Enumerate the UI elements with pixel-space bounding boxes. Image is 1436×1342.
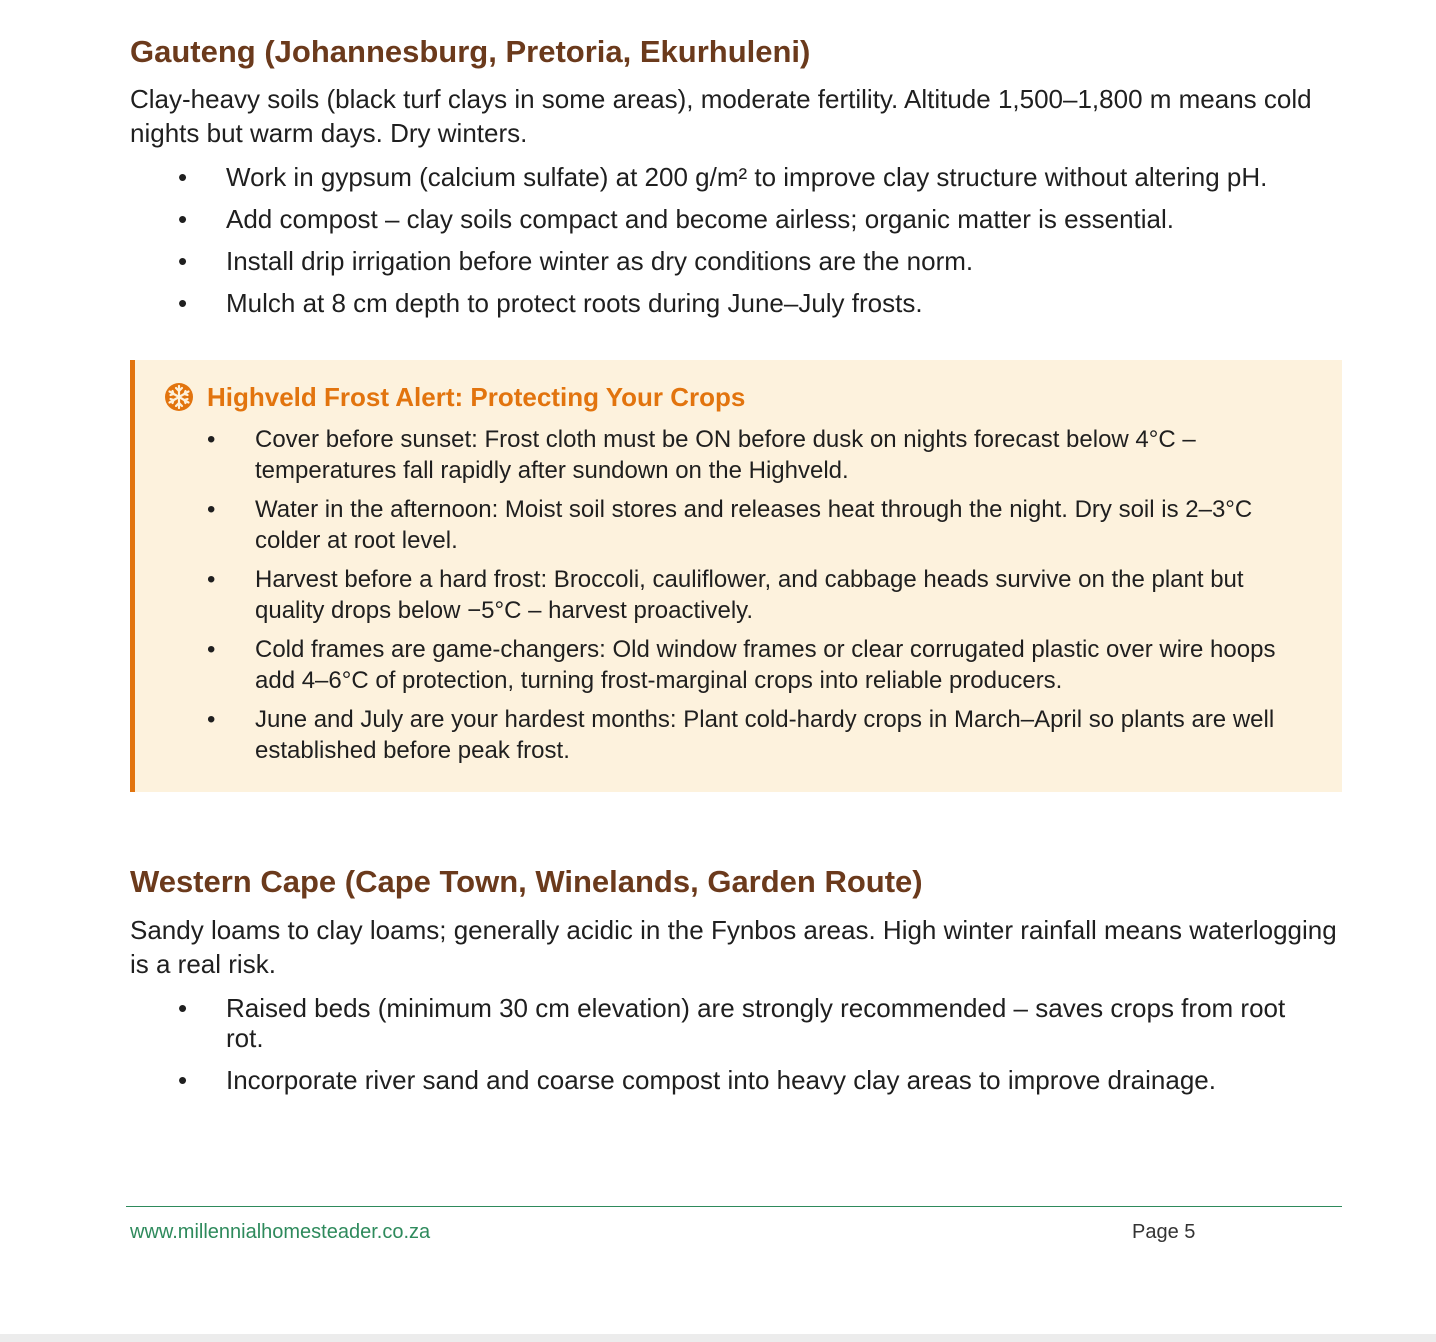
frost-alert-box	[130, 360, 1342, 792]
bullet-icon: •	[178, 1064, 188, 1095]
list-item	[163, 494, 1318, 556]
list-item-text: Cold frames are game-changers: Old window frames or clear corrugated plastic over wire hoops add 4–6°C of protection, turning frost-marginal crops into reliable producers.	[255, 636, 1276, 695]
bullet-icon: •	[207, 706, 216, 734]
list-item	[130, 993, 1342, 1053]
bullet-icon: •	[207, 496, 216, 524]
western-cape-section	[130, 862, 1342, 1094]
page-bottom-edge	[0, 1334, 1436, 1342]
gauteng-heading: Gauteng (Johannesburg, Pretoria, Ekurhuleni)	[130, 34, 811, 69]
list-item	[163, 564, 1318, 626]
list-item	[163, 704, 1318, 766]
list-item	[130, 288, 1342, 318]
list-item	[130, 204, 1342, 234]
list-item-text: Harvest before a hard frost: Broccoli, cauliflower, and cabbage heads survive on the plant but quality drops below −5°C – harvest proactively.	[255, 566, 1244, 625]
list-item	[130, 162, 1342, 192]
gauteng-intro: Clay-heavy soils (black turf clays in some areas), moderate fertility. Altitude 1,500–1,800 m means cold nights but warm days. Dry winters.	[130, 84, 1312, 149]
list-item	[130, 246, 1342, 276]
bullet-icon: •	[207, 636, 216, 664]
list-item-text: Water in the afternoon: Moist soil stores and releases heat through the night. Dry soil is 2–3°C colder at root level.	[255, 496, 1253, 555]
western-cape-bullet-list	[130, 993, 1342, 1095]
page-content	[130, 32, 1342, 1107]
gauteng-section	[130, 32, 1342, 318]
frost-alert-title-text: Highveld Frost Alert: Protecting Your Crops	[207, 382, 746, 413]
frost-alert-bullet-list	[163, 424, 1318, 766]
list-item-text: Mulch at 8 cm depth to protect roots during June–July frosts.	[226, 288, 923, 319]
list-item-text: June and July are your hardest months: Plant cold-hardy crops in March–April so plants are well established before peak frost.	[255, 706, 1275, 765]
footer-divider	[126, 1206, 1342, 1207]
bullet-icon: •	[207, 426, 216, 454]
list-item	[163, 634, 1318, 696]
list-item-text: Install drip irrigation before winter as dry conditions are the norm.	[226, 246, 974, 277]
list-item	[163, 424, 1318, 486]
list-item-text: Incorporate river sand and coarse compost into heavy clay areas to improve drainage.	[226, 1064, 1216, 1095]
list-item-text: Add compost – clay soils compact and become airless; organic matter is essential.	[226, 204, 1174, 235]
frost-alert-title	[163, 380, 1318, 414]
gauteng-bullet-list	[130, 162, 1342, 318]
snowflake-icon	[163, 381, 195, 413]
list-item-text: Raised beds (minimum 30 cm elevation) are strongly recommended – saves crops from root rot.	[226, 992, 1286, 1053]
bullet-icon: •	[207, 566, 216, 594]
bullet-icon: •	[178, 246, 188, 277]
page-number: Page 5	[1132, 1221, 1196, 1243]
western-cape-heading: Western Cape (Cape Town, Winelands, Garden Route)	[130, 864, 923, 900]
list-item	[130, 1065, 1342, 1095]
western-cape-intro: Sandy loams to clay loams; generally acidic in the Fynbos areas. High winter rainfall means waterlogging is a real risk.	[130, 914, 1337, 979]
bullet-icon: •	[178, 162, 188, 193]
bullet-icon: •	[178, 204, 188, 235]
bullet-icon: •	[178, 992, 188, 1023]
bullet-icon: •	[178, 288, 188, 319]
footer-website-link[interactable]: www.millennialhomesteader.co.za	[130, 1221, 431, 1243]
list-item-text: Work in gypsum (calcium sulfate) at 200 g/m² to improve clay structure without altering pH.	[226, 162, 1268, 193]
list-item-text: Cover before sunset: Frost cloth must be ON before dusk on nights forecast below 4°C – temperatures fall rapidly after sundown on the Highveld.	[255, 426, 1196, 485]
